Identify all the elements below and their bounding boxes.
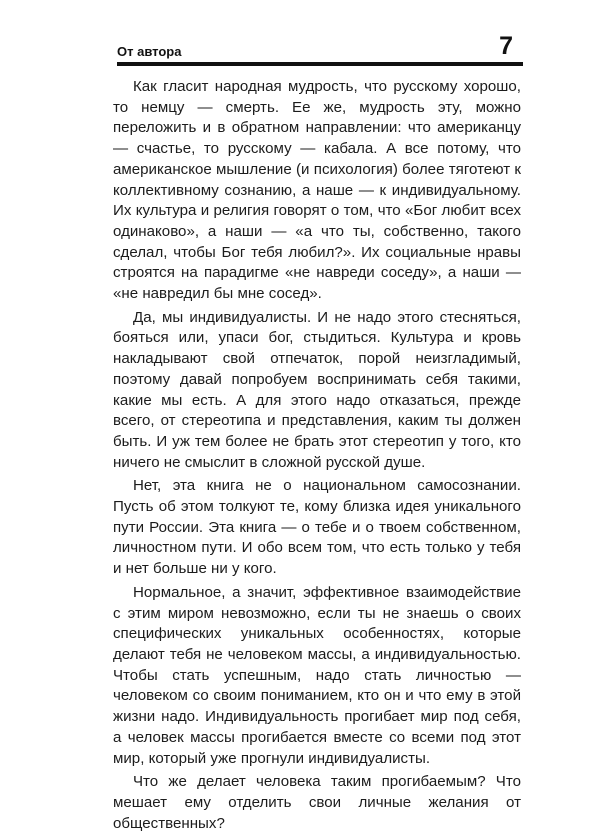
page-number: 7: [499, 32, 513, 60]
page-header: [117, 32, 517, 60]
paragraph-4: Нормальное, а значит, эффективное взаимодействие с этим миром невозможно, если ты не знаешь о своих специфических уникальных особенностях, которые делают тебя не человеком массы, а индивидуальностью. Чтобы стать успешным, надо стать личностью — человеком со своим пониманием, кто он и что ему в этой жизни надо. Индивидуальность прогибает мир под себя, а человек массы прогибается вместе со всеми под этот мир, который уже прогнули индивидуалисты.: [113, 583, 521, 767]
body-text: [113, 77, 521, 834]
paragraph-3: Нет, эта книга не о национальном самосознании. Пусть об этом толкуют те, кому близка идея уникального пути России. Эта книга — о тебе и о твоем собственном, личностном пути. И обо всем том, что есть только у тебя и нет больше ни у кого.: [113, 477, 521, 578]
running-title: От автора: [117, 44, 182, 59]
paragraph-1: Как гласит народная мудрость, что русскому хорошо, то немцу — смерть. Ее же, мудрость эту, можно переложить и в обратном направлении: что американцу — счастье, то русскому — кабала. А все потому, что американское мышление (и психология) более тяготеют к коллективному сознанию, а наше — к индивидуальному. Их культура и религия говорят о том, что «Бог любит всех одинаково», а наши — «а что ты, собственно, такого сделал, чтобы Бог тебя любил?». Их социальные нравы строятся на парадигме «не навреди соседу», а наши — «не навредил бы мне сосед».: [113, 78, 521, 303]
header-rule: [117, 62, 523, 66]
paragraph-5: Что же делает человека таким прогибаемым? Что мешает ему отделить свои личные желания от общественных?: [113, 773, 521, 832]
paragraph-2: Да, мы индивидуалисты. И не надо этого стесняться, бояться или, упаси бог, стыдиться. Культура и кровь накладывают свой отпечаток, порой неизгладимый, поэтому давай попробуем воспринимать себя такими, какие мы есть. А для этого надо отказаться, прежде всего, от стереотипа и представления, каким ты должен быть. И уж тем более не брать этот стереотип у того, кто ничего не смыслит в сложной русской душе.: [113, 308, 521, 471]
